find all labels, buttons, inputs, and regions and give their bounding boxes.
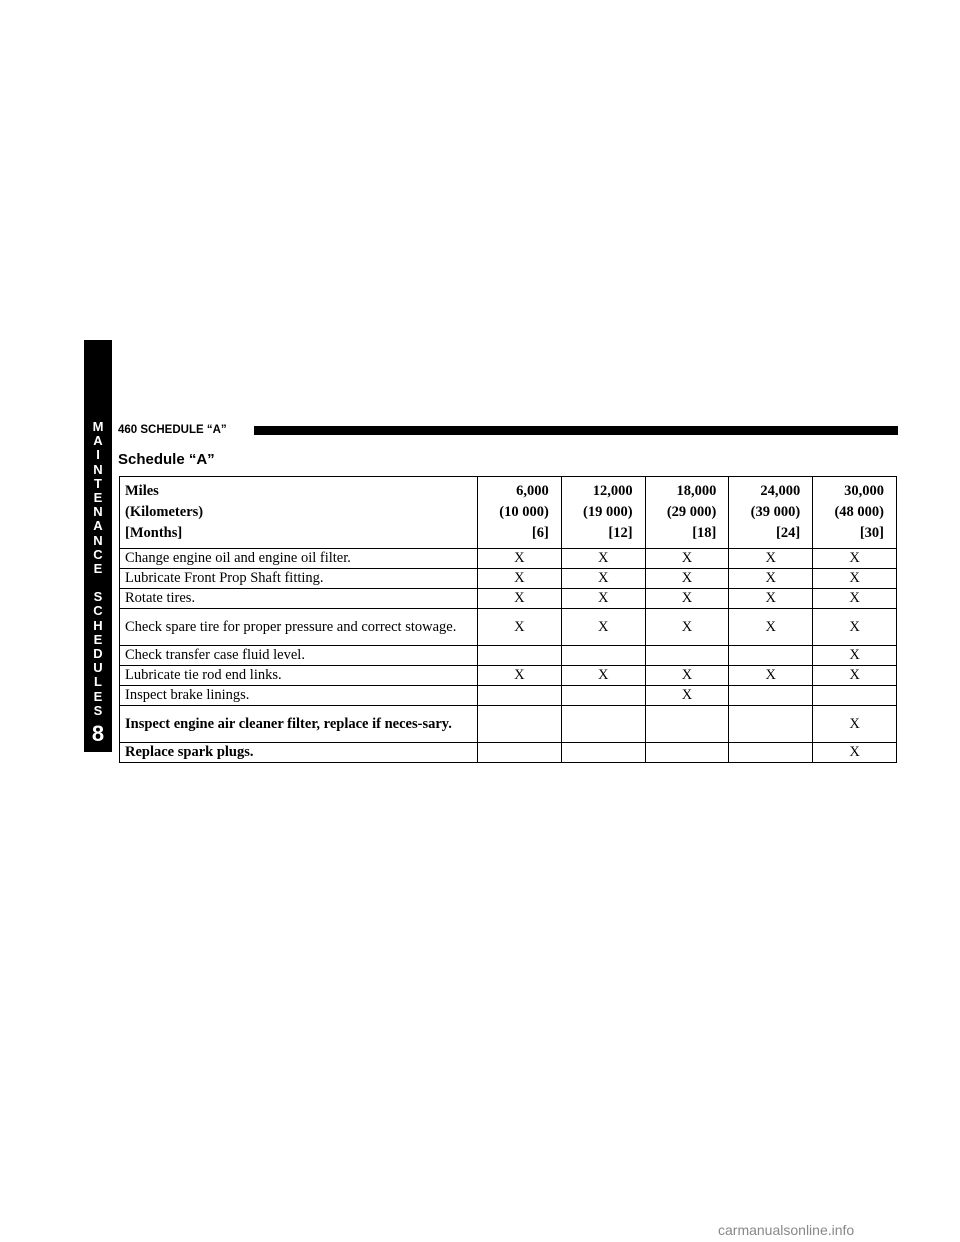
kilometers-label: (Kilometers) <box>125 504 204 520</box>
interval-km: (10 000) <box>499 504 549 520</box>
interval-miles: 12,000 <box>592 483 633 499</box>
mark-cell: X <box>813 706 897 743</box>
header-rule <box>254 426 898 435</box>
mark-cell: X <box>729 609 813 646</box>
mark-cell: X <box>645 589 729 609</box>
interval-km: (48 000) <box>834 504 884 520</box>
item-cell: Inspect brake linings. <box>120 686 478 706</box>
mark-cell: X <box>561 589 645 609</box>
side-letter: N <box>93 504 103 520</box>
side-tab-letters <box>84 420 112 718</box>
mark-cell: X <box>813 743 897 763</box>
mark-cell: X <box>478 549 562 569</box>
mark-cell <box>645 646 729 666</box>
interval-miles: 18,000 <box>676 483 717 499</box>
interval-header-cell <box>478 477 562 549</box>
interval-miles: 24,000 <box>760 483 801 499</box>
maintenance-schedule-table <box>119 476 897 763</box>
item-cell: Lubricate Front Prop Shaft fitting. <box>120 569 478 589</box>
mark-cell <box>478 706 562 743</box>
mark-cell <box>478 686 562 706</box>
side-letter: N <box>93 532 103 548</box>
interval-months: [24] <box>776 525 801 541</box>
mark-cell: X <box>478 609 562 646</box>
table-row <box>120 743 897 763</box>
section-side-tab <box>84 340 112 752</box>
side-letter: L <box>94 674 102 690</box>
mark-cell: X <box>561 666 645 686</box>
months-label: [Months] <box>125 525 183 541</box>
interval-km: (39 000) <box>750 504 801 520</box>
site-watermark: carmanualsonline.info <box>718 1222 855 1238</box>
side-letter: D <box>93 646 103 661</box>
item-cell: Check transfer case fluid level. <box>120 646 478 666</box>
item-cell: Replace spark plugs. <box>120 743 478 763</box>
side-letter: I <box>96 447 100 463</box>
mark-cell: X <box>645 666 729 686</box>
interval-months: [30] <box>859 525 884 541</box>
header-labels-cell <box>120 477 478 549</box>
mark-cell: X <box>729 569 813 589</box>
mark-cell <box>645 706 729 743</box>
page-number-label: 460 SCHEDULE “A” <box>118 424 227 436</box>
mark-cell: X <box>561 569 645 589</box>
side-letter: A <box>93 433 103 449</box>
side-letter: S <box>93 589 103 605</box>
miles-label: Miles <box>125 483 159 499</box>
interval-header-cell <box>729 477 813 549</box>
interval-km: (29 000) <box>666 504 717 520</box>
table-row <box>120 646 897 666</box>
table-header-row <box>120 477 897 549</box>
interval-header-cell <box>813 477 897 549</box>
interval-months: [6] <box>531 525 549 541</box>
mark-cell <box>561 706 645 743</box>
page-title: Schedule “A” <box>118 451 215 468</box>
mark-cell: X <box>645 609 729 646</box>
side-letter: U <box>93 660 103 676</box>
table-row <box>120 666 897 686</box>
mark-cell <box>729 706 813 743</box>
mark-cell <box>478 743 562 763</box>
mark-cell <box>478 646 562 666</box>
mark-cell: X <box>729 666 813 686</box>
side-letter: T <box>94 475 102 491</box>
side-letter: M <box>92 419 104 434</box>
mark-cell: X <box>813 589 897 609</box>
interval-header-cell <box>561 477 645 549</box>
mark-cell <box>729 646 813 666</box>
mark-cell: X <box>645 549 729 569</box>
side-letter: C <box>93 603 103 619</box>
section-number: 8 <box>91 721 105 746</box>
table-row <box>120 706 897 743</box>
item-cell: Change engine oil and engine oil filter. <box>120 549 478 569</box>
table-row <box>120 686 897 706</box>
interval-header-cell <box>645 477 729 549</box>
mark-cell: X <box>813 609 897 646</box>
mark-cell <box>561 646 645 666</box>
table-row <box>120 609 897 646</box>
side-letter: A <box>93 518 103 534</box>
mark-cell: X <box>478 666 562 686</box>
item-cell: Lubricate tie rod end links. <box>120 666 478 686</box>
mark-cell: X <box>729 549 813 569</box>
interval-miles: 30,000 <box>844 483 884 499</box>
side-letter: S <box>93 702 103 718</box>
mark-cell <box>813 686 897 706</box>
mark-cell: X <box>561 609 645 646</box>
mark-cell <box>561 686 645 706</box>
side-letter: E <box>93 688 103 704</box>
side-letter: E <box>93 631 103 647</box>
table-row <box>120 589 897 609</box>
table-row <box>120 549 897 569</box>
side-letter: E <box>93 489 103 505</box>
mark-cell: X <box>813 569 897 589</box>
side-letter: N <box>93 461 103 477</box>
table-row <box>120 569 897 589</box>
item-cell: Check spare tire for proper pressure and correct stowage. <box>120 609 478 646</box>
side-letter: E <box>93 560 103 576</box>
interval-months: [12] <box>608 525 633 541</box>
mark-cell: X <box>561 549 645 569</box>
side-letter: C <box>93 546 103 562</box>
interval-months: [18] <box>692 525 717 541</box>
mark-cell <box>645 743 729 763</box>
mark-cell <box>729 743 813 763</box>
mark-cell: X <box>645 686 729 706</box>
interval-miles: 6,000 <box>516 483 549 499</box>
mark-cell: X <box>478 569 562 589</box>
item-cell: Inspect engine air cleaner filter, replace if neces-sary. <box>120 706 478 743</box>
mark-cell: X <box>813 549 897 569</box>
item-cell: Rotate tires. <box>120 589 478 609</box>
side-letter-gap <box>84 576 112 590</box>
page-header <box>118 422 898 438</box>
mark-cell: X <box>645 569 729 589</box>
interval-km: (19 000) <box>583 504 633 520</box>
mark-cell: X <box>478 589 562 609</box>
mark-cell: X <box>813 666 897 686</box>
mark-cell <box>561 743 645 763</box>
mark-cell <box>729 686 813 706</box>
mark-cell: X <box>729 589 813 609</box>
side-letter: H <box>93 617 103 633</box>
mark-cell: X <box>813 646 897 666</box>
